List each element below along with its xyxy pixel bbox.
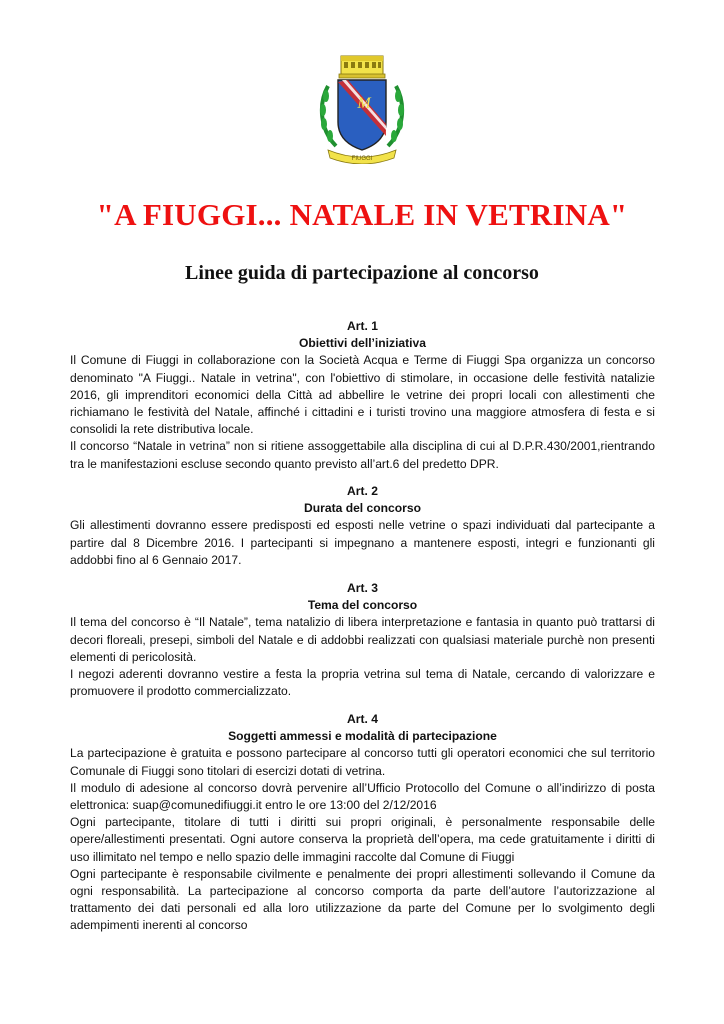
article-paragraph: Ogni partecipante, titolare di tutti i diritti sui propri originali, è personalmente responsabile delle opere/allestimenti presentati. Ogni autore conserva la proprietà dell’opera, ma cede gratuitamente i diritti di uso illimitato nel tempo e nello spazio delle immagini raccolte dal Comune di Fiuggi: [70, 815, 655, 864]
crest-ribbon: FIUGGI: [351, 156, 373, 162]
article-paragraph: Il Comune di Fiuggi in collaborazione con la Società Acqua e Terme di Fiuggi Spa organizza un concorso denominato "A Fiuggi.. Natale in vetrina", con l'obiettivo di stimolare, in occasione delle festività natalizie 2016, gli imprenditori economici della Città ad abbellire le vetrine dei propri locali con allestimenti che richiamano le festività del Natale, affinché i cittadini e i turisti trovino una maggiore atmosfera di festa e si consolidi la rete distributiva locale.: [70, 353, 655, 437]
article-1: [70, 318, 655, 473]
coat-of-arms-icon: [314, 52, 410, 164]
article-2: [70, 483, 655, 569]
article-paragraph: Il modulo di adesione al concorso dovrà pervenire all’Ufficio Protocollo del Comune o all’indirizzo di posta elettronica: suap@comunedifiuggi.it entro le ore 13:00 del 2/12/2016: [70, 780, 655, 813]
document-title: "A FIUGGI... NATALE IN VETRINA": [96, 197, 628, 232]
article-heading: Soggetti ammessi e modalità di partecipazione: [228, 729, 497, 744]
article-number: Art. 4: [347, 712, 378, 726]
article-heading: Tema del concorso: [307, 598, 418, 613]
article-heading: Durata del concorso: [304, 501, 421, 516]
article-paragraph: La partecipazione è gratuita e possono partecipare al concorso tutti gli operatori economici che sul territorio Comunale di Fiuggi sono titolari di esercizi dotati di vetrina.: [70, 746, 655, 778]
article-number: Art. 3: [347, 581, 378, 595]
article-paragraph: I negozi aderenti dovranno vestire a festa la propria vetrina sul tema di Natale, cercando di valorizzare e promuovere il prodotto commercializzato.: [70, 667, 655, 699]
article-paragraph: Il concorso “Natale in vetrina” non si ritiene assoggettabile alla disciplina di cui al D.P.R.430/2001,rientrando tra le manifestazioni escluse secondo quanto previsto all’art.6 del predetto DPR.: [70, 439, 655, 471]
article-paragraph: Gli allestimenti dovranno essere predisposti ed esposti nelle vetrine o spazi individuati dal partecipante a partire dal 8 Dicembre 2016. I partecipanti si impegnano a mantenere esposti, integri e funzionanti gli addobbi fino al 6 Gennaio 2017.: [70, 518, 655, 567]
article-heading: Obiettivi dell’iniziativa: [298, 336, 426, 351]
article-number: Art. 1: [347, 319, 378, 333]
document-subtitle: Linee guida di partecipazione al concorso: [185, 262, 539, 284]
article-3: [70, 580, 655, 700]
article-number: Art. 2: [347, 484, 378, 498]
article-paragraph: Il tema del concorso è “Il Natale”, tema natalizio di libera interpretazione e fantasia in quanto può trattarsi di decori floreali, presepi, simboli del Natale e di addobbi realizzati con qualsiasi materiale purchè non presenti elementi di pericolosità.: [70, 615, 655, 664]
article-4: [70, 711, 655, 935]
article-paragraph: Ogni partecipante è responsabile civilmente e penalmente dei propri allestimenti sollevando il Comune da ogni responsabilità. La partecipazione al concorso comporta da parte dell’autore l’autorizzazione al trattamento dei dati personali ed alla loro utilizzazione da parte del Comune per lo svolgimento degli adempimenti inerenti al concorso: [70, 866, 655, 933]
crest-monogram: M: [357, 95, 371, 112]
